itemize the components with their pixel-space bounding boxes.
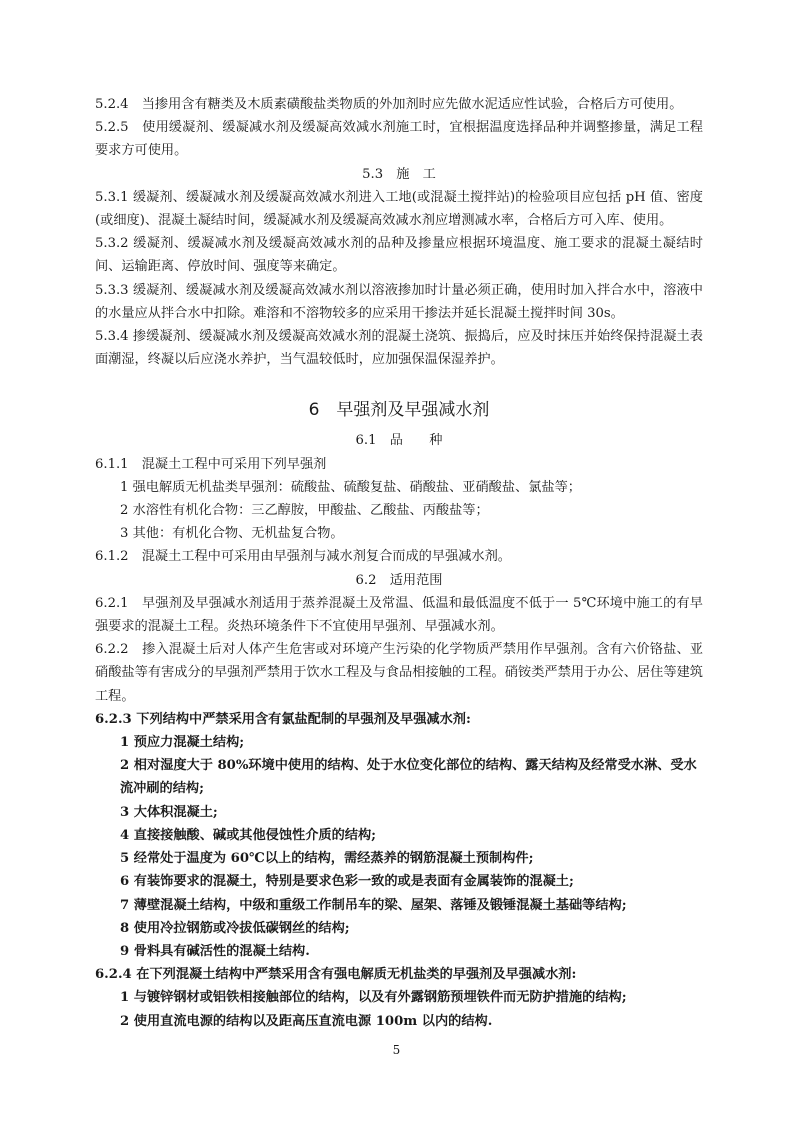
clause-paragraph: 6.2.3 下列结构中严禁采用含有氯盐配制的早强剂及早强减水剂: [95, 711, 471, 727]
list-item: 7 薄壁混凝土结构，中级和重级工作制吊车的梁、屋架、落锤及锻锤混凝土基础等结构; [120, 897, 627, 913]
clause-paragraph: 6.1.2 混凝土工程中可采用由早强剂与减水剂复合而成的早强减水剂。 [95, 549, 511, 565]
list-item: 3 大体积混凝土; [120, 804, 218, 820]
list-item: 1 强电解质无机盐类早强剂：硫酸盐、硫酸复盐、硝酸盐、亚硝酸盐、氯盐等； [120, 479, 581, 495]
page-body [95, 93, 703, 1033]
list-item: 4 直接接触酸、碱或其他侵蚀性介质的结构; [120, 827, 377, 843]
clause-paragraph: 5.3.3 缓凝剂、缓凝减水剂及缓凝高效减水剂以溶液掺加时计量必须正确，使用时加入拌合水中，溶液中的水量应从拌合水中扣除。难溶和不溶物较多的应采用干掺法并延长混凝土搅拌时间 30s。 [95, 282, 703, 321]
list-item: 2 相对湿度大于 80%环境中使用的结构、处于水位变化部位的结构、露天结构及经常受水淋、受水流冲刷的结构; [120, 758, 697, 797]
chapter-heading: 6 早强剂及早强减水剂 [308, 400, 490, 421]
list-item: 6 有装饰要求的混凝土，特别是要求色彩一致的或是表面有金属装饰的混凝土; [120, 874, 574, 890]
list-item: 5 经常处于温度为 60℃以上的结构，需经蒸养的钢筋混凝土预制构件; [120, 851, 534, 867]
clause-paragraph: 5.3.4 掺缓凝剂、缓凝减水剂及缓凝高效减水剂的混凝土浇筑、振捣后，应及时抹压并始终保持混凝土表面潮湿，终凝以后应浇水养护，当气温较低时，应加强保温保湿养护。 [95, 329, 703, 368]
section-heading: 5.3 施 工 [362, 166, 436, 182]
clause-paragraph: 6.1.1 混凝土工程中可采用下列早强剂 [95, 456, 327, 472]
list-item: 2 水溶性有机化合物：三乙醇胺，甲酸盐、乙酸盐、丙酸盐等； [120, 503, 489, 519]
list-item: 8 使用冷拉钢筋或冷拔低碳钢丝的结构; [120, 920, 350, 936]
clause-paragraph: 5.3.1 缓凝剂、缓凝减水剂及缓凝高效减水剂进入工地(或混凝土搅拌站)的检验项目应包括 pH 值、密度(或细度)、混凝土凝结时间，缓凝减水剂及缓凝高效减水剂应增测减水率，合格后方可入库、使用。 [95, 189, 703, 229]
list-item: 9 骨料具有碱活性的混凝土结构. [120, 943, 310, 959]
clause-paragraph: 5.2.4 当掺用含有糖类及木质素磺酸盐类物质的外加剂时应先做水泥适应性试验，合格后方可使用。 [95, 97, 683, 112]
clause-paragraph: 5.3.2 缓凝剂、缓凝减水剂及缓凝高效减水剂的品种及掺量应根据环境温度、施工要求的混凝土凝结时间、运输距离、停放时间、强度等来确定。 [95, 236, 703, 275]
clause-paragraph: 6.2.2 掺入混凝土后对人体产生危害或对环境产生污染的化学物质严禁用作早强剂。含有六价铬盐、亚硝酸盐等有害成分的早强剂严禁用于饮水工程及与食品相接触的工程。硝铵类严禁用于办公、居住等建筑工程。 [95, 642, 703, 704]
list-item: 2 使用直流电源的结构以及距高压直流电源 100m 以内的结构. [120, 1013, 493, 1029]
clause-paragraph: 6.2.1 早强剂及早强减水剂适用于蒸养混凝土及常温、低温和最低温度不低于一 5℃环境中施工的有早强要求的混凝土工程。炎热环境条件下不宜使用早强剂、早强减水剂。 [95, 595, 703, 635]
clause-paragraph: 6.2.4 在下列混凝土结构中严禁采用含有强电解质无机盐类的早强剂及早强减水剂: [95, 967, 577, 983]
section-heading: 6.1 品 种 [355, 433, 443, 449]
list-item: 1 与镀锌钢材或铝铁相接触部位的结构，以及有外露钢筋预埋铁件而无防护措施的结构; [120, 990, 627, 1006]
list-item: 3 其他：有机化合物、无机盐复合物。 [120, 526, 344, 542]
section-heading: 6.2 适用范围 [355, 572, 443, 588]
clause-paragraph: 5.2.5 使用缓凝剂、缓凝减水剂及缓凝高效减水剂施工时，宜根据温度选择品种并调整掺量，满足工程要求方可使用。 [95, 120, 703, 159]
list-item: 1 预应力混凝土结构; [120, 735, 245, 751]
page-number: 5 [392, 1043, 401, 1057]
